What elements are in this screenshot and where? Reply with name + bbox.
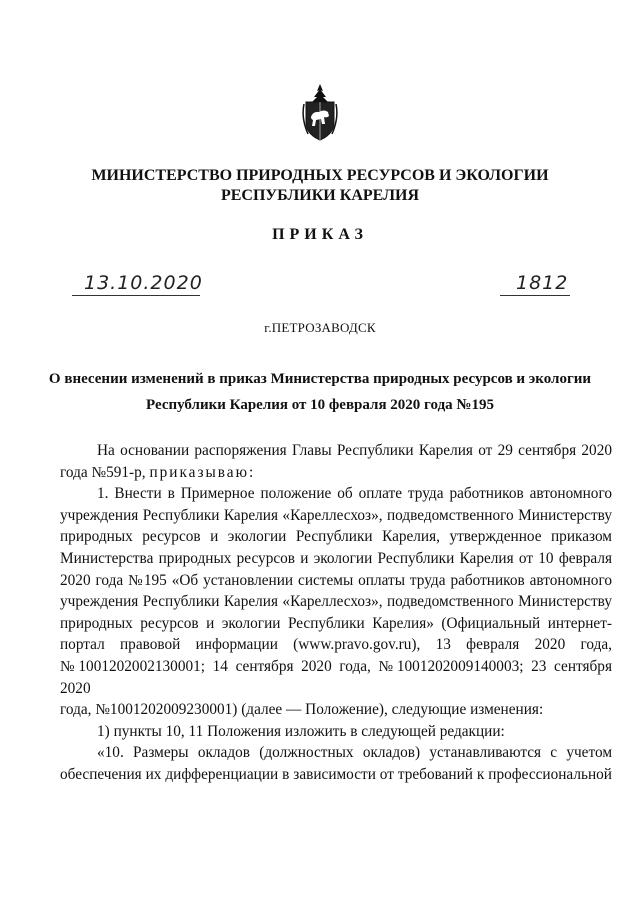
order-body: [60, 440, 612, 786]
subject-line-2: Республики Карелия от 10 февраля 2020 года №195: [146, 397, 494, 413]
city: г.ПЕТРОЗАВОДСК: [264, 320, 376, 335]
body-line: На основании распоряжения Главы Республики Карелия от 29 сентября 2020: [97, 442, 612, 459]
body-line: портал правовой информации (www.pravo.gov.ru), 13 февраля 2020 года,: [60, 636, 612, 654]
body-line: природных ресурсов и экологии Республики Карелия, утвержденное приказом: [60, 528, 612, 546]
body-line: №1001202002130001; 14 сентября 2020 года, №1001202009140003; 23 сентября 2020: [60, 657, 612, 697]
body-text: года №591-р,: [60, 463, 150, 481]
date-underline: [72, 295, 200, 296]
body-line: 1) пункты 10, 11 Положения изложить в следующей редакции:: [97, 722, 505, 740]
ministry-name: [40, 166, 600, 206]
karelia-coat-of-arms-icon: [300, 82, 340, 142]
order-subject: [40, 366, 600, 418]
order-number: 1812: [516, 272, 569, 294]
body-line: [60, 462, 612, 484]
order-date: 13.10.2020: [84, 272, 203, 294]
order-word: приказываю: [149, 463, 250, 481]
body-line: обеспечения их дифференциации в зависимости от требований к профессиональной: [60, 765, 612, 783]
number-underline: [500, 295, 570, 296]
body-text: :: [249, 463, 254, 481]
subject-line-1: О внесении изменений в приказ Министерства природных ресурсов и экологии: [48, 371, 592, 387]
body-line: учреждения Республики Карелия «Кареллесхоз», подведомственного Министерству: [60, 506, 612, 524]
body-line: 1. Внести в Примерное положение об оплате труда работников автономного: [97, 485, 612, 503]
ministry-line-2: РЕСПУБЛИКИ КАРЕЛИЯ: [220, 187, 420, 204]
body-line: года, №1001202009230001) (далее — Положение), следующие изменения:: [60, 701, 544, 719]
ministry-line-1: МИНИСТЕРСТВО ПРИРОДНЫХ РЕСУРСОВ И ЭКОЛОГИИ: [91, 167, 549, 184]
body-line: 2020 года №195 «Об установлении системы оплаты труда работников автономного: [60, 571, 612, 589]
body-line: природных ресурсов и экологии Республики Карелия» (Официальный интернет-: [60, 614, 612, 632]
body-line: «10. Размеры окладов (должностных окладов) устанавливаются с учетом: [97, 744, 612, 762]
body-line: Министерства природных ресурсов и экологии Республики Карелия от 10 февраля: [60, 549, 612, 567]
order-title: ПРИКАЗ: [272, 226, 368, 243]
body-line: учреждения Республики Карелия «Кареллесхоз», подведомственного Министерству: [60, 593, 612, 611]
